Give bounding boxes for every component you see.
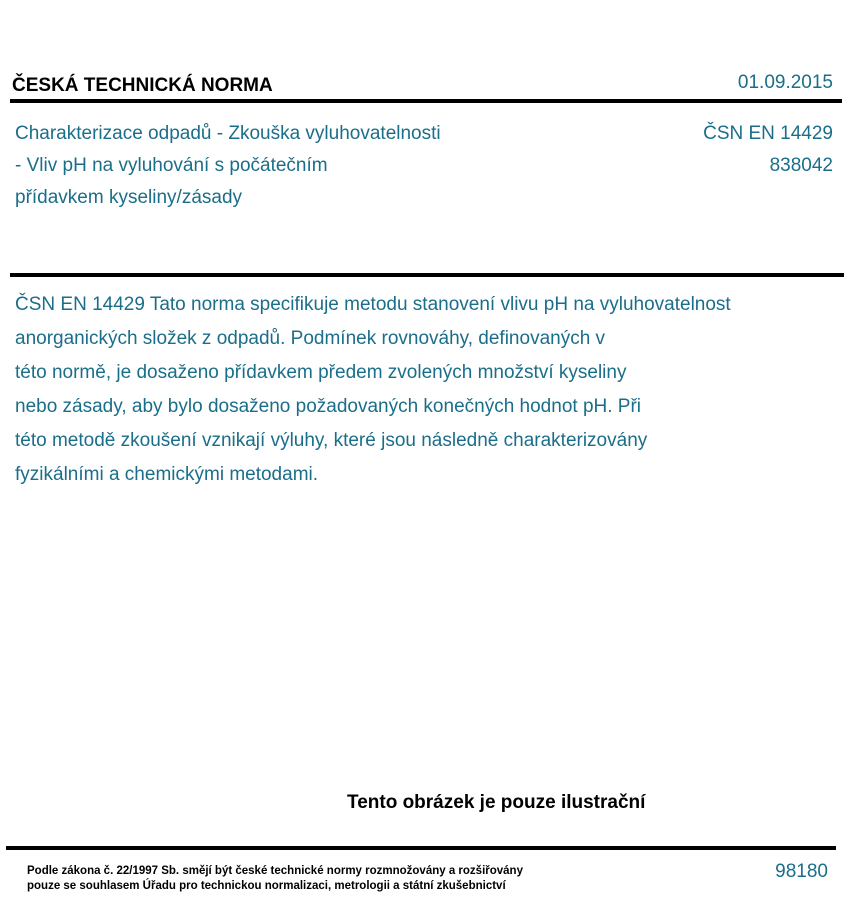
legal-line: pouze se souhlasem Úřadu pro technickou normalizaci, metrologii a státní zkušebnictví [27, 880, 506, 892]
middle-divider [10, 273, 844, 277]
standard-identifiers [703, 118, 833, 182]
top-divider [10, 99, 842, 103]
standard-code: ČSN EN 14429 [703, 123, 833, 144]
publication-date: 01.09.2015 [737, 72, 833, 93]
abstract-line: ČSN EN 14429 Tato norma specifikuje metodu stanovení vlivu pH na vyluhovatelnost [15, 294, 731, 315]
legal-notice [27, 864, 647, 894]
class-number: 838042 [769, 155, 833, 176]
catalog-number: 98180 [775, 861, 828, 882]
abstract-line: fyzikálními a chemickými metodami. [15, 464, 319, 485]
document-title [15, 118, 575, 214]
illustrative-notice: Tento obrázek je pouze ilustrační [347, 792, 646, 813]
legal-line: Podle zákona č. 22/1997 Sb. smějí být české technické normy rozmnožovány a rozšiřovány [27, 865, 523, 877]
abstract-text [15, 288, 845, 492]
abstract-line: anorganických složek z odpadů. Podmínek rovnováhy, definovaných v [15, 328, 606, 349]
abstract-line: nebo zásady, aby bylo dosaženo požadovaných konečných hodnot pH. Při [15, 396, 642, 417]
abstract-line: této normě, je dosaženo přídavkem předem zvolených množství kyseliny [15, 362, 627, 383]
document-title-line: přídavkem kyseliny/zásady [15, 187, 243, 208]
document-title-line: - Vliv pH na vyluhování s počátečním [15, 155, 328, 176]
abstract-line: této metodě zkoušení vznikají výluhy, které jsou následně charakterizovány [15, 430, 648, 451]
bottom-divider [6, 846, 836, 850]
document-title-line: Charakterizace odpadů - Zkouška vyluhovatelnosti [15, 123, 441, 144]
norm-title: ČESKÁ TECHNICKÁ NORMA [12, 75, 273, 96]
